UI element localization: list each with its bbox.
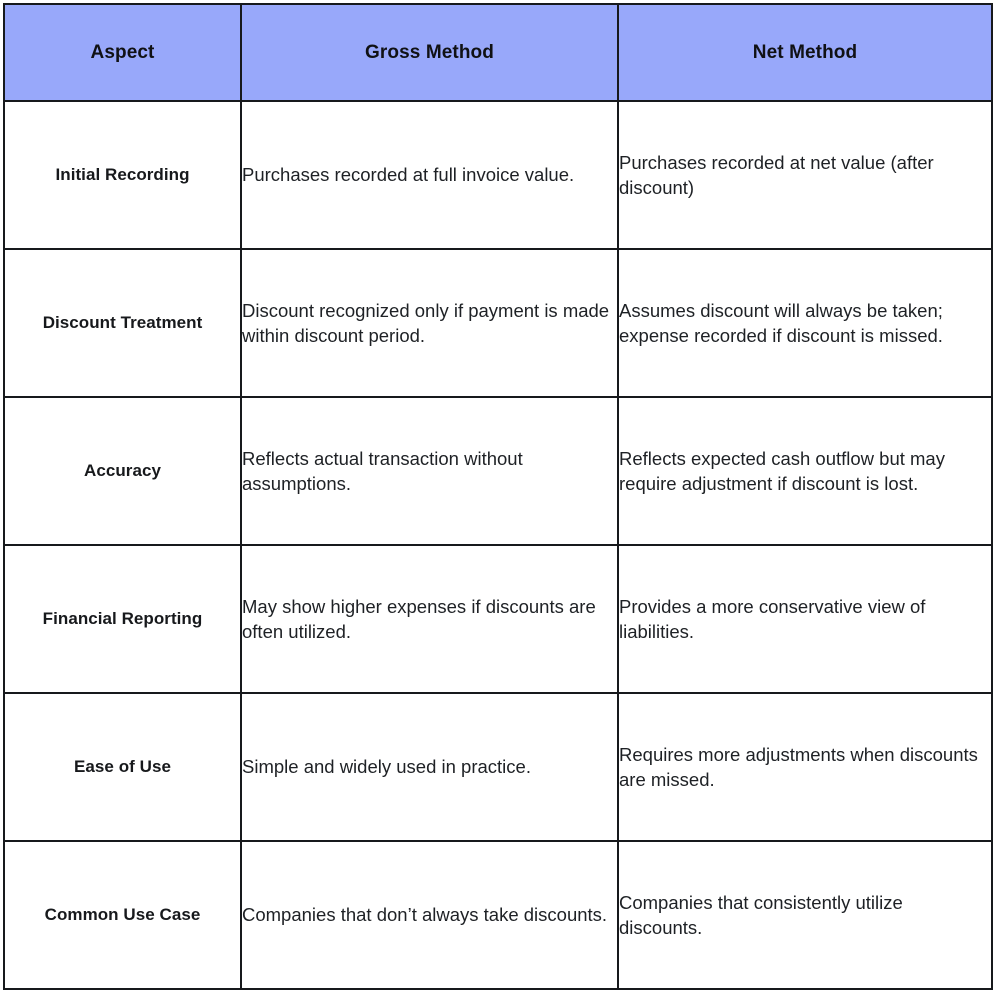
cell-text: May show higher expenses if discounts are often utilized. [242,595,596,642]
comparison-table-container [3,3,993,990]
cell-text: Purchases recorded at net value (after discount) [619,151,934,198]
aspect-label-accuracy: Accuracy [4,397,241,545]
gross-method-ease-of-use [241,693,618,841]
table-row [4,545,992,693]
gross-method-initial-recording [241,101,618,249]
cell-text: Companies that consistently utilize discounts. [619,891,903,938]
column-header-gross-method: Gross Method [241,4,618,101]
net-method-accuracy [618,397,992,545]
cell-text: Assumes discount will always be taken; expense recorded if discount is missed. [619,299,943,346]
comparison-table [3,3,993,990]
aspect-label-ease-of-use: Ease of Use [4,693,241,841]
table-header [4,4,992,101]
table-header-row [4,4,992,101]
net-method-ease-of-use [618,693,992,841]
table-body [4,101,992,989]
gross-method-common-use-case [241,841,618,989]
cell-text: Companies that don’t always take discounts. [242,904,608,926]
cell-text: Discount recognized only if payment is made within discount period. [242,299,610,346]
table-row [4,693,992,841]
column-header-net-method: Net Method [618,4,992,101]
cell-text: Simple and widely used in practice. [242,756,531,778]
table-row [4,841,992,989]
aspect-label-discount-treatment: Discount Treatment [4,249,241,397]
cell-text: Purchases recorded at full invoice value. [242,164,575,186]
gross-method-financial-reporting [241,545,618,693]
aspect-label-financial-reporting: Financial Reporting [4,545,241,693]
column-header-aspect: Aspect [4,4,241,101]
table-row [4,249,992,397]
net-method-discount-treatment [618,249,992,397]
net-method-common-use-case [618,841,992,989]
net-method-initial-recording [618,101,992,249]
cell-text: Provides a more conservative view of liabilities. [619,595,926,642]
table-row [4,101,992,249]
net-method-financial-reporting [618,545,992,693]
gross-method-accuracy [241,397,618,545]
cell-text: Reflects expected cash outflow but may require adjustment if discount is lost. [619,447,945,494]
table-row [4,397,992,545]
gross-method-discount-treatment [241,249,618,397]
aspect-label-common-use-case: Common Use Case [4,841,241,989]
aspect-label-initial-recording: Initial Recording [4,101,241,249]
cell-text: Reflects actual transaction without assumptions. [242,447,523,494]
cell-text: Requires more adjustments when discounts are missed. [619,743,978,790]
